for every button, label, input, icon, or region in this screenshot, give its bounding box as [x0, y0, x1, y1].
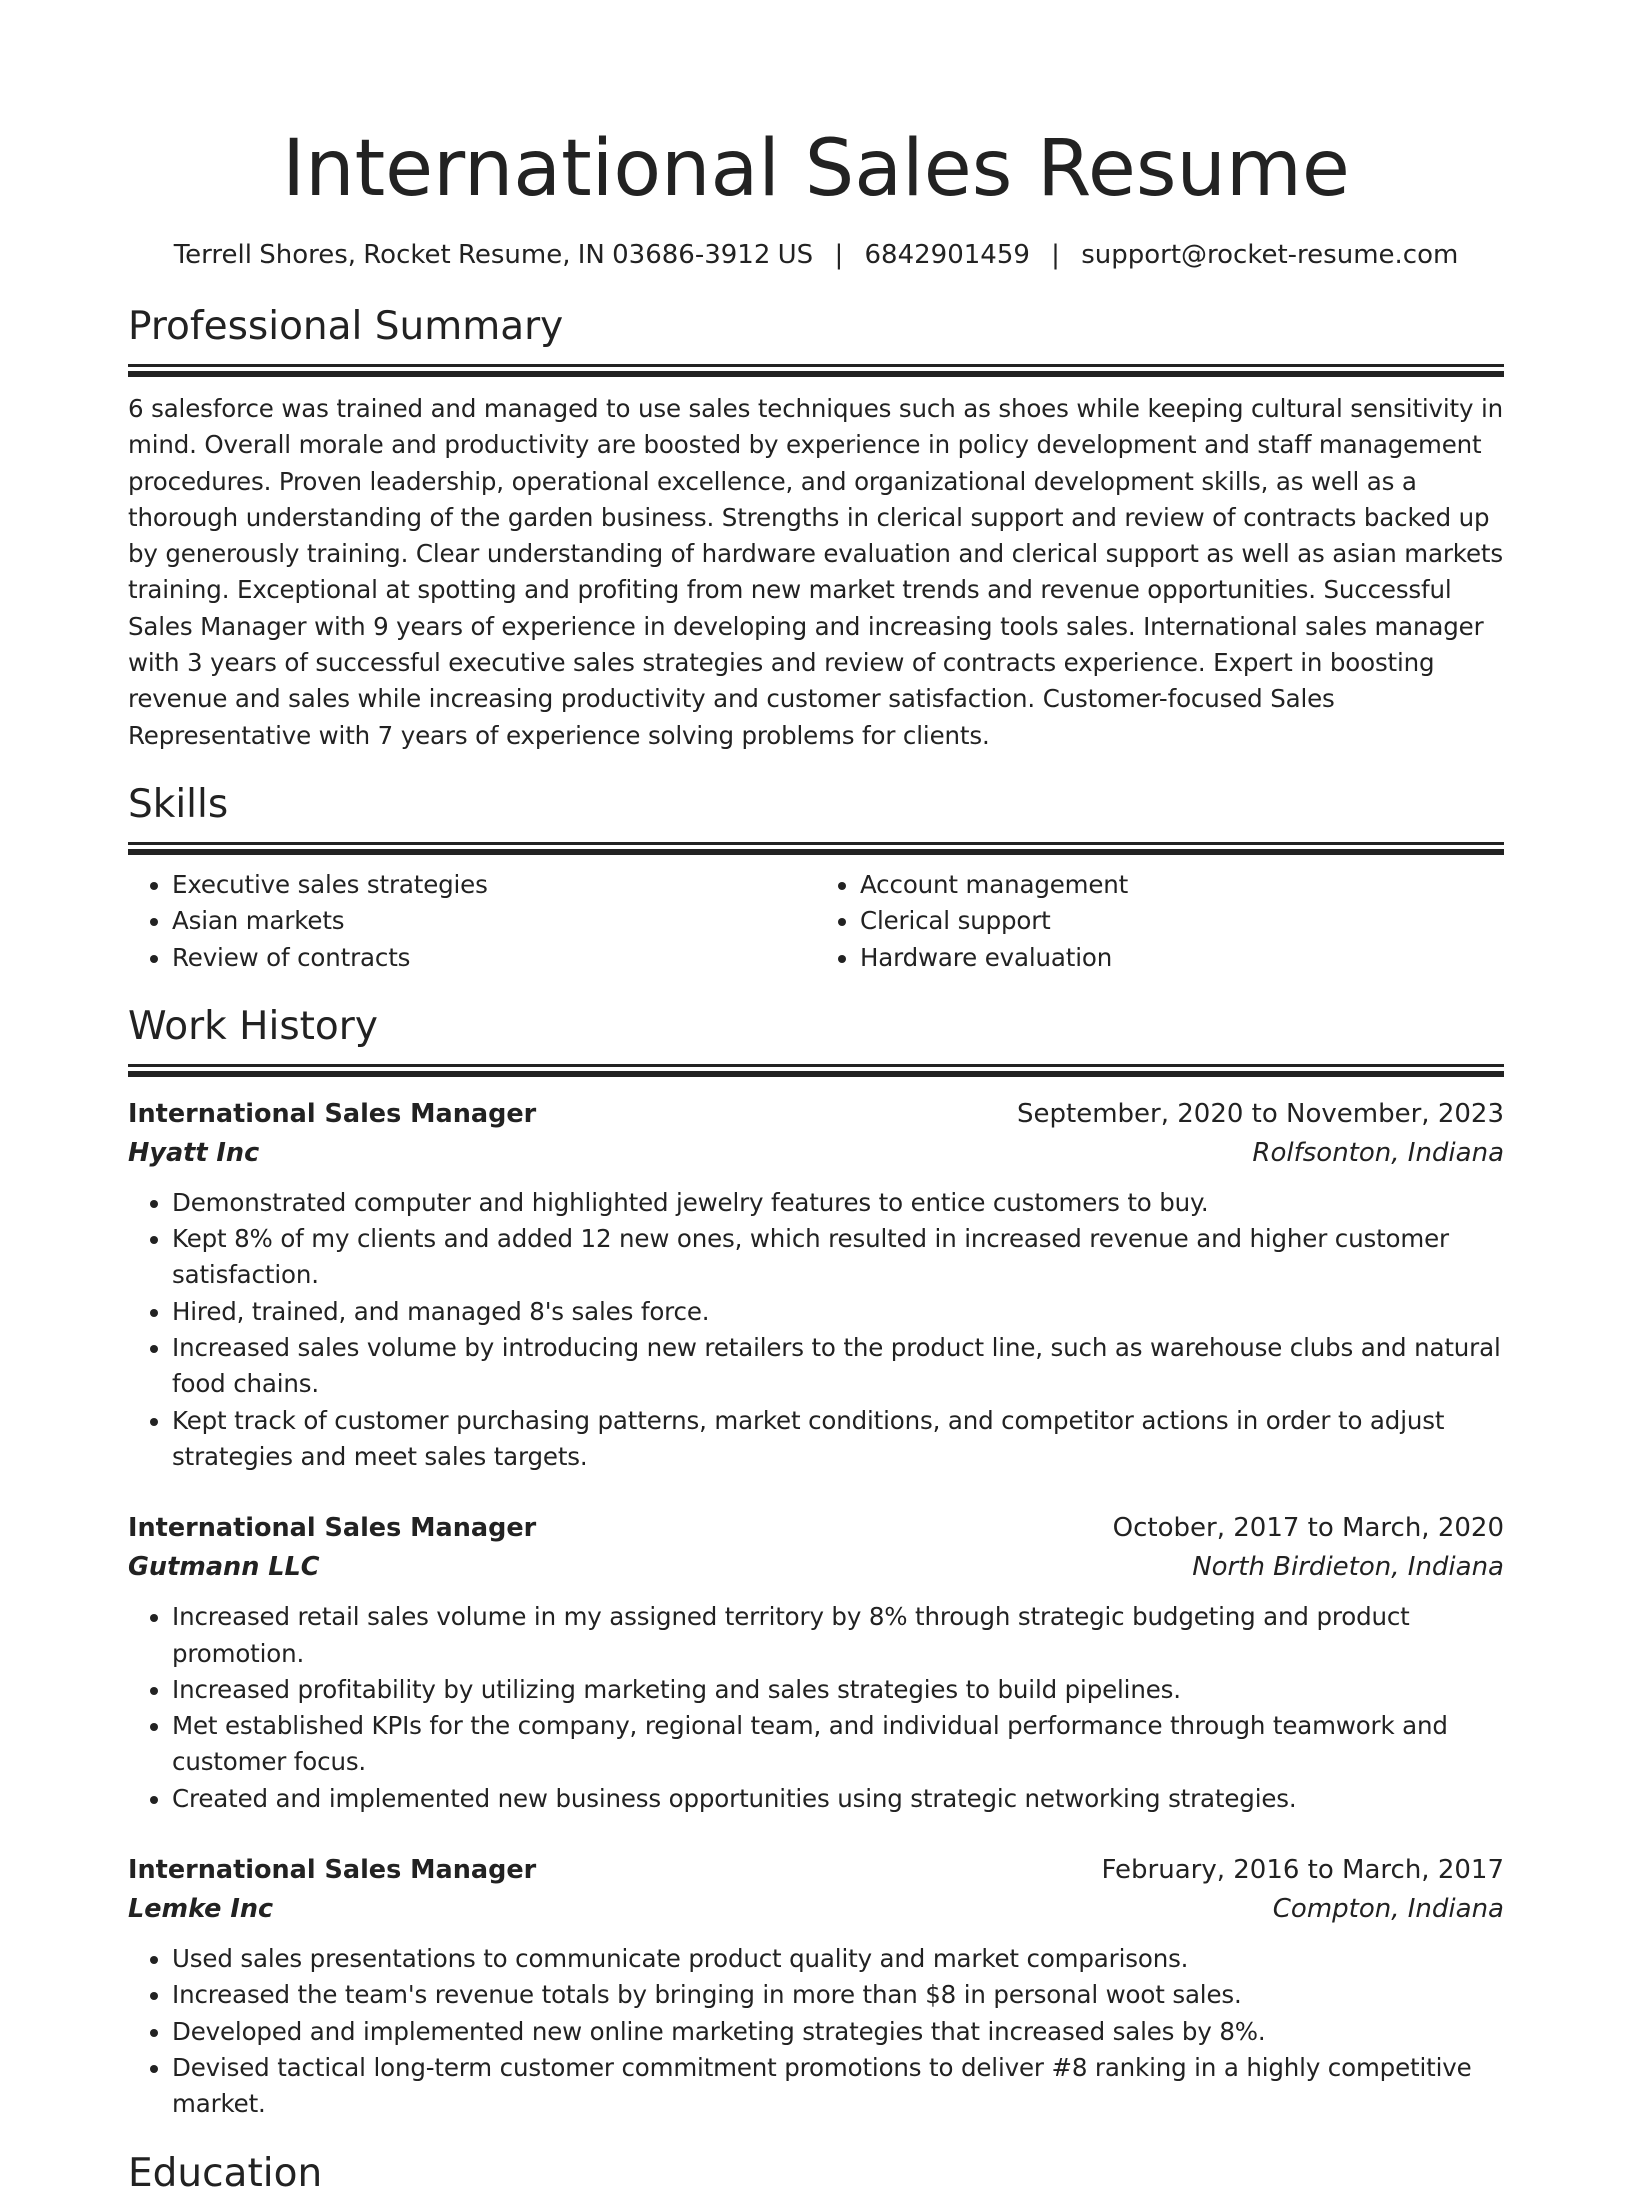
skills-heading: Skills: [128, 781, 229, 827]
section-divider-thick: [128, 849, 1504, 855]
job-entry: [128, 1509, 1504, 1817]
job-bullet: • Used sales presentations to communicate product quality and market comparisons.: [172, 1941, 1504, 1977]
job-company: Lemke Inc: [128, 1894, 274, 1925]
job-company: Gutmann LLC: [128, 1552, 320, 1583]
skill-item: • Asian markets: [172, 903, 816, 939]
job-bullet: • Met established KPIs for the company, regional team, and individual performance through teamwork and customer focus.: [172, 1708, 1504, 1781]
job-dates: February, 2016 to March, 2017: [1101, 1855, 1504, 1886]
job-bullets: [128, 1941, 1504, 2122]
skills-grid: [128, 867, 1504, 976]
job-bullet: • Kept 8% of my clients and added 12 new ones, which resulted in increased revenue and higher customer satisfaction.: [172, 1221, 1504, 1294]
summary-section: [128, 302, 1504, 754]
contact-separator: |: [1051, 240, 1060, 270]
work-history-section: [128, 1002, 1504, 2123]
job-bullet: • Kept track of customer purchasing patterns, market conditions, and competitor actions in order to adjust strategies and meet sales targets.: [172, 1403, 1504, 1476]
job-bullet: • Increased the team's revenue totals by bringing in more than $8 in personal woot sales.: [172, 1977, 1504, 2013]
job-title: International Sales Manager: [128, 1513, 537, 1544]
summary-heading: Professional Summary: [128, 304, 564, 349]
job-bullets: [128, 1185, 1504, 1475]
resume-title: International Sales Resume: [282, 124, 1350, 214]
contact-phone: 6842901459: [864, 240, 1030, 270]
skill-item: • Hardware evaluation: [860, 940, 1504, 976]
contact-line: [128, 238, 1504, 272]
contact-email: support@rocket-resume.com: [1081, 240, 1459, 270]
job-entry: [128, 1095, 1504, 1475]
skills-list-right: [816, 867, 1504, 976]
job-title: International Sales Manager: [128, 1098, 537, 1129]
job-bullet: • Increased retail sales volume in my assigned territory by 8% through strategic budgeting and product promotion.: [172, 1599, 1504, 1672]
job-subheader: [128, 1548, 1504, 1587]
job-title: International Sales Manager: [128, 1855, 537, 1886]
job-bullet: • Created and implemented new business opportunities using strategic networking strategies.: [172, 1781, 1504, 1817]
summary-text: 6 salesforce was trained and managed to use sales techniques such as shoes while keeping cultural sensitivity in mind. Overall morale and productivity are boosted by experience in policy development and staff management procedures. Proven leadership, operational excellence, and organizational development skills, as well as a thorough understanding of the garden business. Strengths in clerical support and review of contracts backed up by generously training. Clear understanding of hardware evaluation and clerical support as well as asian markets training. Exceptional at spotting and profiting from new market trends and revenue opportunities. Successful Sales Manager with 9 years of experience in developing and increasing tools sales. International sales manager with 3 years of successful executive sales strategies and review of contracts experience. Expert in boosting revenue and sales while increasing productivity and customer satisfaction. Customer-focused Sales Representative with 7 years of experience solving problems for clients.: [128, 394, 1504, 750]
skill-item: • Account management: [860, 867, 1504, 903]
job-entry: [128, 1851, 1504, 2122]
skill-item: • Executive sales strategies: [172, 867, 816, 903]
job-dates: September, 2020 to November, 2023: [1017, 1098, 1504, 1129]
job-bullet: • Hired, trained, and managed 8's sales force.: [172, 1294, 1504, 1330]
section-divider: [128, 842, 1504, 845]
job-bullet: • Increased sales volume by introducing new retailers to the product line, such as warehouse clubs and natural food chains.: [172, 1330, 1504, 1403]
section-divider: [128, 364, 1504, 367]
section-divider: [128, 1064, 1504, 1067]
section-divider-thick: [128, 1071, 1504, 1077]
job-subheader: [128, 1890, 1504, 1929]
job-location: North Birdieton, Indiana: [1192, 1552, 1504, 1583]
education-section: [128, 2149, 1504, 2199]
job-bullet: • Developed and implemented new online marketing strategies that increased sales by 8%.: [172, 2014, 1504, 2050]
skills-list-left: [128, 867, 816, 976]
job-location: Compton, Indiana: [1272, 1894, 1504, 1925]
job-bullet: • Demonstrated computer and highlighted jewelry features to entice customers to buy.: [172, 1185, 1504, 1221]
job-bullet: • Increased profitability by utilizing marketing and sales strategies to build pipelines.: [172, 1672, 1504, 1708]
job-header: [128, 1095, 1504, 1134]
work-history-heading: Work History: [128, 1003, 378, 1049]
job-header: [128, 1851, 1504, 1890]
education-heading: Education: [128, 2150, 323, 2196]
skills-section: [128, 780, 1504, 976]
job-bullet: • Devised tactical long-term customer commitment promotions to deliver #8 ranking in a highly competitive market.: [172, 2050, 1504, 2123]
skill-item: • Clerical support: [860, 903, 1504, 939]
job-dates: October, 2017 to March, 2020: [1112, 1513, 1504, 1544]
job-header: [128, 1509, 1504, 1548]
contact-separator: |: [834, 240, 844, 270]
skill-item: • Review of contracts: [172, 940, 816, 976]
job-location: Rolfsonton, Indiana: [1252, 1137, 1504, 1168]
section-divider-thick: [128, 371, 1504, 377]
job-company: Hyatt Inc: [128, 1137, 260, 1168]
contact-address: Terrell Shores, Rocket Resume, IN 03686-3912 US: [173, 240, 814, 270]
job-bullets: [128, 1599, 1504, 1817]
job-subheader: [128, 1134, 1504, 1173]
